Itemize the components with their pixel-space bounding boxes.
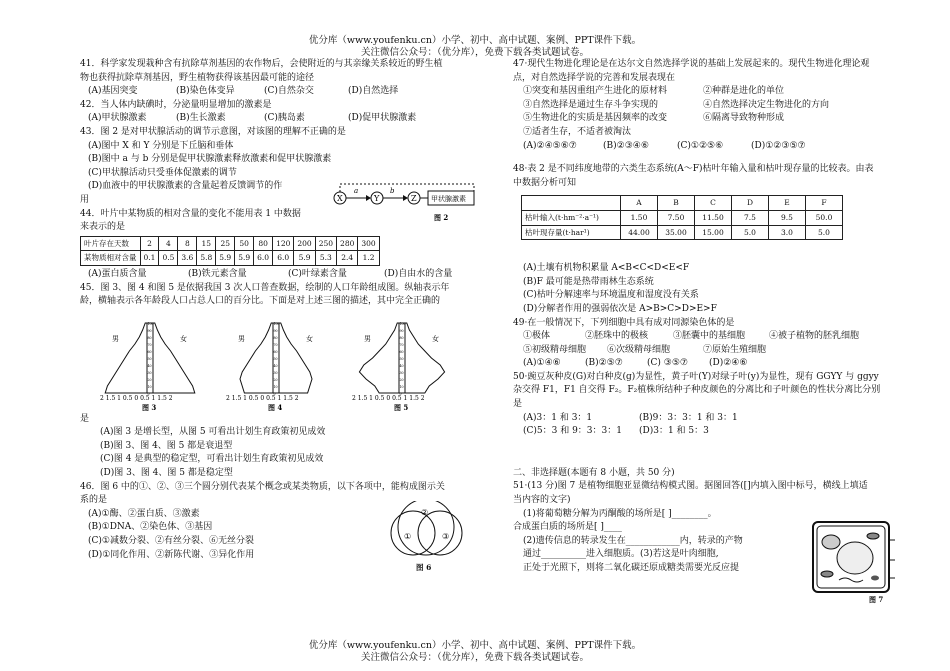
table-cell: 15	[197, 236, 216, 251]
q49-item: ⑤初级精母细胞	[523, 344, 587, 355]
table-col-header: A	[621, 196, 658, 211]
table-cell: 6.0	[273, 251, 294, 266]
fig7-caption: 图 7	[869, 595, 884, 605]
pyramid-male-shape	[240, 323, 273, 393]
table-cell: 0.5	[159, 251, 178, 266]
q44-option-c: (C)叶绿素含量	[288, 268, 347, 279]
fig7-vacuole	[837, 542, 873, 574]
q47-item: ⑤生物进化的实质是基因频率的改变	[523, 113, 668, 124]
table-cell: 8	[178, 236, 197, 251]
fig2-label-b: b	[390, 186, 395, 195]
q47-item-7: ⑦适者生存，不适者被淘汰	[523, 126, 632, 137]
fig7-chloroplast	[867, 533, 879, 539]
q50-option-d: (D)3：1 和 5：3	[639, 426, 709, 437]
q48-option-c: (C)枯叶分解速率与环境温度和湿度没有关系	[523, 290, 699, 301]
table-cell: 7.50	[658, 210, 695, 225]
pyramid-age-tick: 50	[273, 356, 278, 361]
pyramid-age-tick: 30	[147, 370, 152, 375]
pyramid-caption: 图 5	[394, 402, 409, 411]
q41-option-c: (C)自然杂交	[264, 86, 314, 97]
pyramid-age-tick: 20	[399, 377, 404, 382]
table-cell: 6.0	[254, 251, 273, 266]
q44-options	[80, 268, 472, 282]
pyramid-age-tick: 90	[399, 328, 404, 333]
pyramid-age-tick: 70	[147, 342, 152, 347]
table-cell: 5.3	[315, 251, 336, 266]
section-2-heading: 二、非选择题(本题有 8 小题，共 50 分)	[513, 467, 675, 478]
fig2-label-a: a	[354, 186, 359, 195]
figure-3-pyramid	[94, 315, 206, 411]
pyramid-x-ticks: 2 1.5 1 0.5 0 0.5 1 1.5 2	[352, 394, 425, 402]
pyramid-age-tick: 20	[147, 377, 152, 382]
q47-option-a: (A)②④⑤⑥⑦	[523, 140, 577, 151]
q51-sub-2a: (2)遗传信息的转录发生在____________内，转录的产物	[523, 535, 743, 546]
q42-options	[80, 112, 472, 126]
q51-sub-2c: 正处于光照下，则将二氧化碳还原成糖类需要光反应提	[523, 563, 740, 573]
q45-option-d: (D)图 3、图 4、图 5 都是稳定型	[100, 468, 233, 479]
question-50	[513, 371, 896, 439]
figure-4-pyramid	[220, 315, 332, 411]
q43-option-b: (B)图中 a 与 b 分别是促甲状腺激素释放激素和促甲状腺激素	[88, 154, 332, 165]
footer-line-2: 关注微信公众号：（优分库），免费下载各类试题试卷。	[360, 652, 589, 663]
table-cell: 5.9	[294, 251, 315, 266]
table-row-label: 某物质相对含量	[81, 251, 141, 266]
table-col-header: D	[732, 196, 769, 211]
q43-option-d-1: (D)血液中的甲状腺激素的含量起着反馈调节的作	[88, 181, 283, 192]
q42-option-d: (D)促甲状腺激素	[348, 113, 417, 124]
table-cell: 15.00	[695, 225, 732, 240]
q42-stem: 42．当人体内缺碘时，分泌量明显增加的激素是	[80, 99, 272, 110]
pyramid-age-tick: 0	[147, 391, 150, 396]
q49-items-row-1	[513, 330, 896, 344]
q41-stem-1: 41．科学家发现栽种含有抗除草剂基因的农作物后，会使附近的与其亲缘关系较近的野生植	[80, 59, 443, 69]
q45-stem-1: 45．图 3、图 4 和图 5 是依据我国 3 次人口普查数据，绘制的人口年龄组成图。纵轴表示年	[80, 282, 450, 293]
q49-option-b: (B)②⑤⑦	[585, 358, 623, 369]
figure-6-venn	[380, 501, 472, 567]
pyramid-age-tick: 30	[399, 370, 404, 375]
table-row	[81, 236, 380, 251]
table-cell: 9.5	[769, 210, 806, 225]
table-cell: 5.0	[806, 225, 843, 240]
pyramid-age-tick: 10	[399, 384, 404, 389]
q42-option-a: (A)甲状腺激素	[88, 113, 147, 124]
q45-option-b: (B)图 3、图 4、图 5 都是衰退型	[100, 440, 233, 451]
q49-stem: 49·在一般情况下，下列细胞中具有成对同源染色体的是	[513, 317, 735, 328]
question-45	[80, 282, 472, 481]
table-cell: 3.0	[769, 225, 806, 240]
fig6-circle-1	[391, 511, 435, 555]
q46-option-c: (C)①减数分裂、②有丝分裂、⑥无丝分裂	[88, 536, 254, 547]
left-column	[80, 58, 472, 572]
q46-option-a: (A)①酶、②蛋白质、③激素	[88, 508, 200, 519]
q51-stem-1: 51·(13 分)图 7 是植物细胞亚显微结构模式图。据图回答([]内填入图中标号，横线上填适	[513, 481, 868, 492]
q41-options	[80, 85, 472, 99]
q43-option-d-2: 用	[80, 194, 90, 205]
table-cell: 35.00	[658, 225, 695, 240]
fig2-caption: 图 2	[434, 212, 449, 222]
q51-sub-1a: (1)将葡萄糖分解为丙酮酸的场所是[ ]________。	[523, 508, 717, 519]
page-header	[0, 35, 950, 59]
q43-option-a: (A)图中 X 和 Y 分别是下丘脑和垂体	[88, 140, 234, 151]
q50-stem-3: 是	[513, 399, 523, 410]
table-cell: 1.2	[358, 251, 379, 266]
table-cell: 25	[216, 236, 235, 251]
table-cell: 2.4	[337, 251, 358, 266]
q45-option-a: (A)图 3 是增长型，从图 5 可看出计划生育政策初见成效	[100, 427, 326, 438]
q41-option-a: (A)基因突变	[88, 86, 138, 97]
table-header-row	[522, 196, 843, 211]
q50-stem-1: 50·豌豆灰种皮(G)对白种皮(g)为显性，黄子叶(Y)对绿子叶(y)为显性，现有 GGYY 与 ggyy	[513, 371, 879, 382]
pyramid-female-label: 女	[306, 334, 313, 343]
q50-options-row-1	[513, 412, 896, 426]
question-49	[513, 317, 896, 371]
figure-2-regulation-diagram	[328, 180, 478, 224]
table-2-ecosystem-data	[521, 195, 843, 240]
q47-items-row	[513, 99, 896, 113]
q49-options	[513, 357, 896, 371]
q46-option-d: (D)①同化作用、②新陈代谢、③异化作用	[88, 549, 255, 560]
table-cell: 3.6	[178, 251, 197, 266]
table-row-label: 枯叶现存量(t·har¹)	[522, 225, 621, 240]
right-column	[513, 58, 896, 605]
table-col-header: B	[658, 196, 695, 211]
q47-option-c: (C)①②⑤⑥	[677, 140, 724, 151]
q47-item: ②种群是进化的单位	[703, 86, 785, 97]
question-42	[80, 99, 472, 126]
table-row	[522, 210, 843, 225]
fig7-er	[839, 578, 863, 582]
q44-option-a: (A)蛋白质含量	[88, 268, 147, 279]
q50-option-a: (A)3：1 和 3：1	[523, 412, 593, 423]
table-cell: 80	[254, 236, 273, 251]
q47-item: ①突变和基因重组产生进化的原材料	[523, 86, 668, 97]
q45-stem-2: 龄，横轴表示各年龄段人口占总人口的百分比。下面是对上述三图的描述，其中完全正确的	[80, 296, 441, 307]
table-row	[522, 225, 843, 240]
pyramid-age-tick: 40	[273, 363, 278, 368]
header-line-1: 优分库（www.youfenku.cn）小学、初中、高中试题、案例、PPT课件下载。	[308, 35, 642, 46]
fig2-box-label: 甲状腺激素	[431, 194, 466, 203]
q41-stem-2: 物也获得抗除草剂基因，野生植物获得该基因最可能的途径	[80, 72, 315, 83]
q47-item: ③自然选择是通过生存斗争实现的	[523, 99, 659, 110]
q51-stem-2: 当内容的文字)	[513, 495, 571, 506]
table-cell: 5.9	[235, 251, 254, 266]
table-cell: 50.0	[806, 210, 843, 225]
page-footer	[0, 640, 950, 664]
table-cell: 44.00	[621, 225, 658, 240]
q49-items-row-2	[513, 344, 896, 358]
table-cell: 120	[273, 236, 294, 251]
pyramid-age-tick: 40	[147, 363, 152, 368]
table-row	[81, 251, 380, 266]
q49-item: ③胚囊中的基细胞	[673, 331, 746, 342]
question-41	[80, 58, 472, 99]
pyramid-age-tick: 60	[273, 349, 278, 354]
question-48	[513, 163, 896, 316]
pyramid-age-tick: 10	[273, 384, 278, 389]
question-46	[80, 481, 472, 572]
q48-option-b: (B)F 最可能是热带雨林生态系统	[523, 276, 654, 287]
q50-option-b: (B)9：3：3：1 和 3：1	[639, 412, 738, 423]
population-pyramids	[80, 315, 472, 411]
q51-sub-2b: 通过__________进入细胞质。(3)若这是叶肉细胞,	[523, 549, 719, 560]
figure-7-plant-cell	[809, 520, 895, 604]
pyramid-male-shape	[105, 323, 147, 393]
pyramid-age-tick: 50	[399, 356, 404, 361]
fig6-caption: 图 6	[416, 562, 432, 572]
q47-stem-1: 47·现代生物进化理论是在达尔文自然选择学说的基础上发展起来的。现代生物进化理论观	[513, 59, 870, 69]
q47-stem-2: 点，对自然选择学说的完善和发展表现在	[513, 72, 676, 83]
pyramid-age-tick: 40	[399, 363, 404, 368]
q42-option-c: (C)胰岛素	[264, 113, 305, 124]
q48-option-a: (A)土壤有机物积累量 A<B<C<D<E<F	[523, 263, 690, 274]
pyramid-age-tick: 60	[399, 349, 404, 354]
q49-item: ⑥次级精母细胞	[607, 344, 671, 355]
pyramid-caption: 图 4	[268, 402, 283, 411]
fig2-label-x: X	[337, 193, 343, 203]
fig6-label-1: ①	[404, 531, 412, 541]
table-cell: 200	[294, 236, 315, 251]
pyramid-age-tick: 60	[147, 349, 152, 354]
pyramid-age-tick: 0	[399, 391, 402, 396]
q49-item: ⑦原始生殖细胞	[703, 344, 767, 355]
q45-tail: 是	[80, 413, 90, 424]
q42-option-b: (B)生长激素	[176, 113, 226, 124]
table-1-leaf-data	[80, 236, 380, 266]
fig2-label-y: Y	[374, 193, 380, 203]
pyramid-male-label: 男	[238, 334, 245, 343]
pyramid-caption: 图 3	[142, 402, 157, 411]
pyramid-female-label: 女	[432, 334, 439, 343]
pyramid-age-tick: 90	[147, 328, 152, 333]
pyramid-female-shape	[153, 323, 195, 393]
pyramid-age-tick: 30	[273, 370, 278, 375]
header-line-2: 关注微信公众号：（优分库），免费下载各类试题试卷。	[360, 47, 589, 58]
fig6-label-2: ②	[421, 507, 429, 517]
q47-option-d: (D)①②③⑤⑦	[751, 140, 806, 151]
pyramid-male-label: 男	[112, 334, 119, 343]
table-cell: 50	[235, 236, 254, 251]
q49-option-a: (A)①④⑥	[523, 358, 561, 369]
q51-sub-1b: 合成蛋白质的场所是[ ]____	[513, 522, 622, 533]
q49-item: ②胚珠中的极核	[585, 331, 649, 342]
q50-stem-2: 杂交得 F1，F1 自交得 F₂。F₂植株所结种子种皮颜色的分离比和子叶颜色的性状分离比分别	[513, 385, 881, 396]
q49-option-d: (D)②④⑥	[709, 358, 748, 369]
pyramid-female-shape	[279, 323, 312, 393]
q44-stem-2: 来表示的是	[80, 222, 126, 233]
table-col-header: F	[806, 196, 843, 211]
table-row-label: 枯叶输入(t·hm⁻²·a⁻¹)	[522, 210, 621, 225]
question-51	[513, 480, 896, 605]
q50-option-c: (C)5：3 和 9：3：3：1	[523, 426, 622, 437]
table-col-header: C	[695, 196, 732, 211]
fig2-arrowhead-1	[366, 195, 371, 201]
q43-option-c: (C)甲状腺活动只受垂体促激素的调节	[88, 167, 237, 178]
pyramid-age-tick: 100	[147, 321, 154, 326]
q47-options	[513, 140, 896, 154]
pyramid-age-tick: 10	[147, 384, 152, 389]
q46-stem-2: 系的是	[80, 495, 108, 506]
q41-option-d: (D)自然选择	[348, 86, 399, 97]
table-cell: 280	[337, 236, 358, 251]
figure-5-pyramid	[346, 315, 458, 411]
fig7-chloroplast	[821, 571, 833, 577]
pyramid-age-tick: 70	[273, 342, 278, 347]
fig2-arrowhead-2	[403, 195, 408, 201]
q47-option-b: (B)②③④⑥	[603, 140, 649, 151]
q45-option-c: (C)图 4 是典型的稳定型，可看出计划生育政策初见成效	[100, 454, 324, 465]
q47-item: ⑥隔离导致物种形成	[703, 113, 785, 124]
fig2-label-z: Z	[411, 193, 417, 203]
table-cell: 300	[358, 236, 379, 251]
table-cell: 11.50	[695, 210, 732, 225]
q41-option-b: (B)染色体变异	[176, 86, 235, 97]
pyramid-age-tick: 70	[399, 342, 404, 347]
pyramid-age-tick: 50	[147, 356, 152, 361]
q47-items-row	[513, 85, 896, 99]
fig6-label-3: ③	[442, 531, 450, 541]
table-cell: 4	[159, 236, 178, 251]
pyramid-age-tick: 90	[273, 328, 278, 333]
table-cell: 5.9	[216, 251, 235, 266]
pyramid-age-tick: 80	[147, 335, 152, 340]
pyramid-age-tick: 80	[399, 335, 404, 340]
pyramid-age-tick: 20	[273, 377, 278, 382]
table-cell: 1.50	[621, 210, 658, 225]
table-cell: 0.1	[140, 251, 159, 266]
q44-option-b: (B)铁元素含量	[188, 268, 247, 279]
pyramid-female-shape	[405, 323, 445, 393]
table-cell: 5.0	[732, 225, 769, 240]
q46-option-b: (B)①DNA、②染色体、③基因	[88, 522, 213, 533]
footer-line-1: 优分库（www.youfenku.cn）小学、初中、高中试题、案例、PPT课件下载。	[308, 640, 642, 651]
fig7-mitochondrion	[871, 576, 879, 581]
pyramid-female-label: 女	[180, 334, 187, 343]
q44-stem-1: 44．叶片中某物质的相对含量的变化不能用表 1 中数据	[80, 208, 301, 219]
fig7-nucleus	[822, 535, 840, 549]
q46-stem-1: 46．图 6 中的①、②、③三个圆分别代表某个概念或某类物质，以下各项中，能构成图示关	[80, 481, 445, 492]
table-col-header: E	[769, 196, 806, 211]
pyramid-x-ticks: 2 1.5 1 0.5 0 0.5 1 1.5 2	[100, 394, 173, 402]
table-cell: 2	[140, 236, 159, 251]
q43-stem: 43．图 2 是对甲状腺活动的调节示意图，对该图的理解不正确的是	[80, 126, 346, 137]
pyramid-age-tick: 100	[399, 321, 406, 326]
pyramid-age-tick: 0	[273, 391, 276, 396]
q48-option-d: (D)分解者作用的强弱依次是 A>B>C>D>E>F	[523, 303, 717, 314]
q47-item: ④自然选择决定生物进化的方向	[703, 99, 830, 110]
q50-options-row-2	[513, 425, 896, 439]
pyramid-age-tick: 80	[273, 335, 278, 340]
table-cell: 7.5	[732, 210, 769, 225]
pyramid-x-ticks: 2 1.5 1 0.5 0 0.5 1 1.5 2	[226, 394, 299, 402]
question-47	[513, 58, 896, 153]
q48-stem-2: 中数据分析可知	[513, 177, 577, 188]
pyramid-male-shape	[359, 323, 399, 393]
q49-option-c: (C) ③⑤⑦	[647, 358, 688, 369]
q49-item: ①极体	[523, 331, 551, 342]
q44-option-d: (D)自由水的含量	[384, 268, 453, 279]
fig6-circle-3	[418, 511, 462, 555]
pyramid-age-tick: 100	[273, 321, 280, 326]
q49-item: ④被子植物的胚乳细胞	[769, 331, 860, 342]
table-cell: 250	[315, 236, 336, 251]
pyramid-male-label: 男	[364, 334, 371, 343]
table-row-label: 叶片存在天数	[81, 236, 141, 251]
q47-items-row	[513, 112, 896, 126]
q48-stem-1: 48·表 2 是不同纬度地带的六类生态系统(A～F)枯叶年输入量和枯叶现存量的比较表。由表	[513, 164, 874, 175]
table-cell: 5.8	[197, 251, 216, 266]
